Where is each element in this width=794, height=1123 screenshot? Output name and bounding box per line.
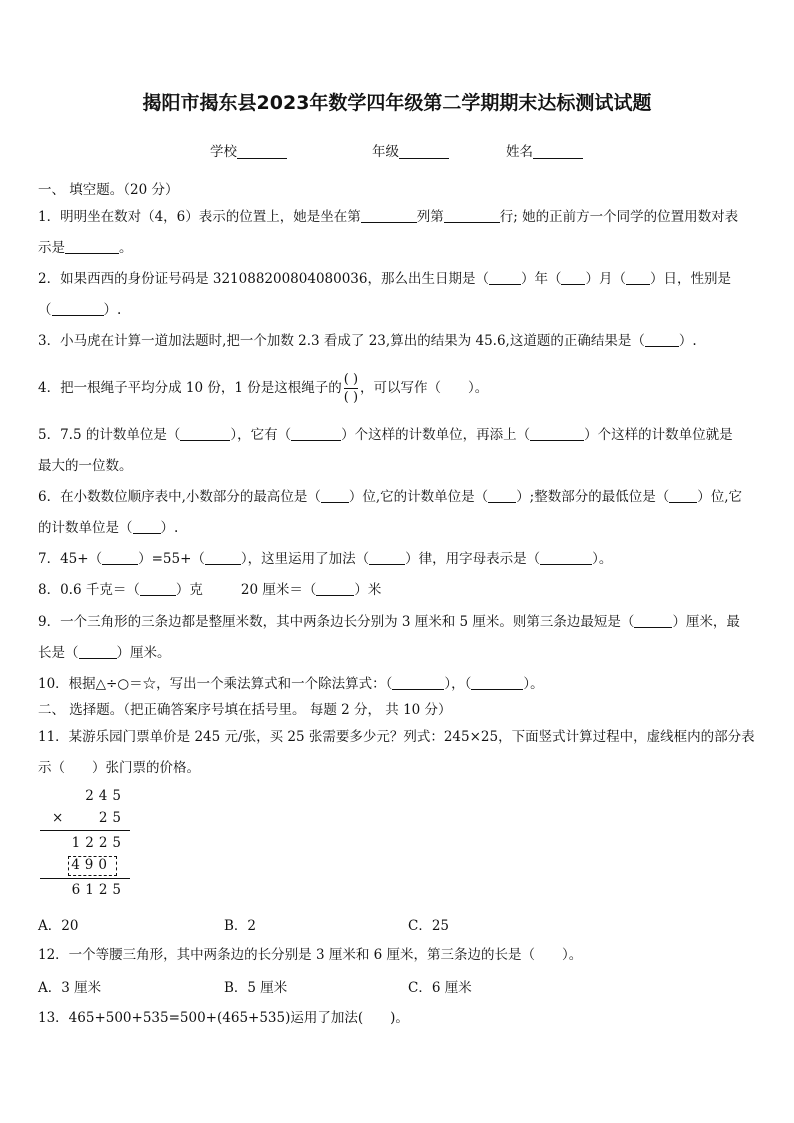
question-5: 5．7.5 的计数单位是（ ），它有（ ）个这样的计数单位，再添上（ ）个这样的计数单位就是 (38, 427, 733, 443)
q5-blank-2[interactable] (291, 426, 341, 441)
q7-blank-3[interactable] (369, 550, 405, 565)
question-8: 8．0.6 千克＝（ ）克 20 厘米＝（ ）米 (38, 582, 382, 598)
vertical-multiplication (40, 786, 130, 896)
q12-option-b[interactable]: B．5 厘米 (224, 980, 288, 996)
school-label: 学校 (210, 144, 237, 160)
calc-partial-2: 490 (71, 857, 112, 873)
q7-blank-2[interactable] (205, 550, 241, 565)
q11-option-c[interactable]: C．25 (408, 918, 450, 934)
question-6-cont: 的计数单位是（ ）. (38, 520, 179, 536)
q5-blank-1[interactable] (180, 426, 230, 441)
calc-line-2 (40, 878, 130, 879)
q4-fraction[interactable]: $\frac{( )}{( )}$ (343, 372, 359, 405)
question-11: 11．某游乐园门票单价是 245 元/张，买 25 张需要多少元？列式：245×25，下面竖式计算过程中，虚线框内的部分表 (38, 729, 755, 745)
question-2-cont: （ ）. (38, 302, 122, 318)
grade-label: 年级 (372, 144, 399, 160)
q12-option-c[interactable]: C．6 厘米 (408, 980, 472, 996)
q3-blank[interactable] (645, 332, 679, 347)
q6-blank-4[interactable] (133, 519, 161, 534)
calc-line-1 (40, 830, 130, 831)
question-7: 7．45+（ ）=55+（ ），这里运用了加法（ ）律，用字母表示是（ ）。 (38, 551, 613, 567)
q9-blank-2[interactable] (79, 644, 117, 659)
q1-blank-3[interactable] (65, 239, 119, 254)
question-3: 3．小马虎在计算一道加法题时,把一个加数 2.3 看成了 23,算出的结果为 45.6,这道题的正确结果是（ ）. (38, 333, 697, 349)
q10-blank-2[interactable] (471, 675, 523, 690)
q1-blank-1[interactable] (361, 208, 417, 223)
question-4: 4．把一根绳子平均分成 10 份，1 份是这根绳子的 $\frac{( )}{( )}$ ，可以写作（ ）。 (38, 372, 489, 405)
question-10: 10．根据△÷○＝☆，写出一个乘法算式和一个除法算式：（ ），（ ）。 (38, 676, 544, 692)
q7-blank-1[interactable] (102, 550, 138, 565)
page-title: 揭阳市揭东县2023年数学四年级第二学期期末达标测试试题 (142, 92, 652, 114)
q2-blank-month[interactable] (561, 270, 585, 285)
q5-blank-3[interactable] (530, 426, 584, 441)
question-5-cont: 最大的一位数。 (38, 458, 133, 474)
calc-multiplicand: 245 (85, 788, 126, 804)
q8-blank-1[interactable] (140, 581, 176, 596)
q2-blank-day[interactable] (626, 270, 650, 285)
q1-blank-2[interactable] (444, 208, 500, 223)
question-13: 13．465+500+535=500+(465+535)运用了加法( )。 (38, 1010, 409, 1026)
question-1: 1．明明坐在数对（4，6）表示的位置上，她是坐在第 列第 行; 她的正前方一个同学的位置用数对表 (38, 209, 739, 225)
question-12: 12．一个等腰三角形，其中两条边的长分别是 3 厘米和 6 厘米，第三条边的长是（ ）。 (38, 947, 583, 963)
q11-option-a[interactable]: A．20 (38, 918, 79, 934)
name-blank[interactable] (533, 144, 583, 159)
q9-blank-1[interactable] (634, 613, 672, 628)
q2-blank-gender[interactable] (52, 301, 104, 316)
question-1-cont: 示是 。 (38, 240, 133, 256)
section-2-heading: 二、 选择题。（把正确答案序号填在括号里。 每题 2 分， 共 10 分） (38, 702, 452, 718)
times-sign: × (52, 810, 64, 826)
school-blank[interactable] (237, 144, 287, 159)
q6-blank-1[interactable] (321, 488, 349, 503)
question-9-cont: 长是（ ）厘米。 (38, 645, 171, 661)
grade-blank[interactable] (399, 144, 449, 159)
q2-blank-year[interactable] (489, 270, 521, 285)
q6-blank-2[interactable] (488, 488, 516, 503)
q12-option-a[interactable]: A．3 厘米 (38, 980, 102, 996)
question-6: 6．在小数数位顺序表中,小数部分的最高位是（ ）位,它的计数单位是（ ）;整数部分的最低位是（ ）位,它 (38, 489, 743, 505)
q6-blank-3[interactable] (669, 488, 697, 503)
section-1-heading: 一、 填空题。（20 分） (38, 182, 179, 198)
question-2: 2．如果西西的身份证号码是 321088200804080036，那么出生日期是（ ）年（ ）月（ ）日，性别是 (38, 271, 731, 287)
calc-multiplier: 25 (98, 810, 126, 826)
name-label: 姓名 (506, 144, 533, 160)
grade-field (372, 140, 449, 160)
q7-blank-4[interactable] (540, 550, 592, 565)
question-9: 9．一个三角形的三条边都是整厘米数，其中两条边长分别为 3 厘米和 5 厘米。则第三条边最短是（ ）厘米，最 (38, 614, 740, 630)
name-field (506, 140, 583, 160)
calc-partial-1: 1225 (71, 835, 126, 851)
q10-blank-1[interactable] (392, 675, 444, 690)
q11-option-b[interactable]: B．2 (224, 918, 257, 934)
calc-product: 6125 (71, 882, 126, 898)
question-11-cont: 示（ ）张门票的价格。 (38, 760, 200, 776)
school-field (210, 140, 287, 160)
q8-blank-2[interactable] (316, 581, 354, 596)
